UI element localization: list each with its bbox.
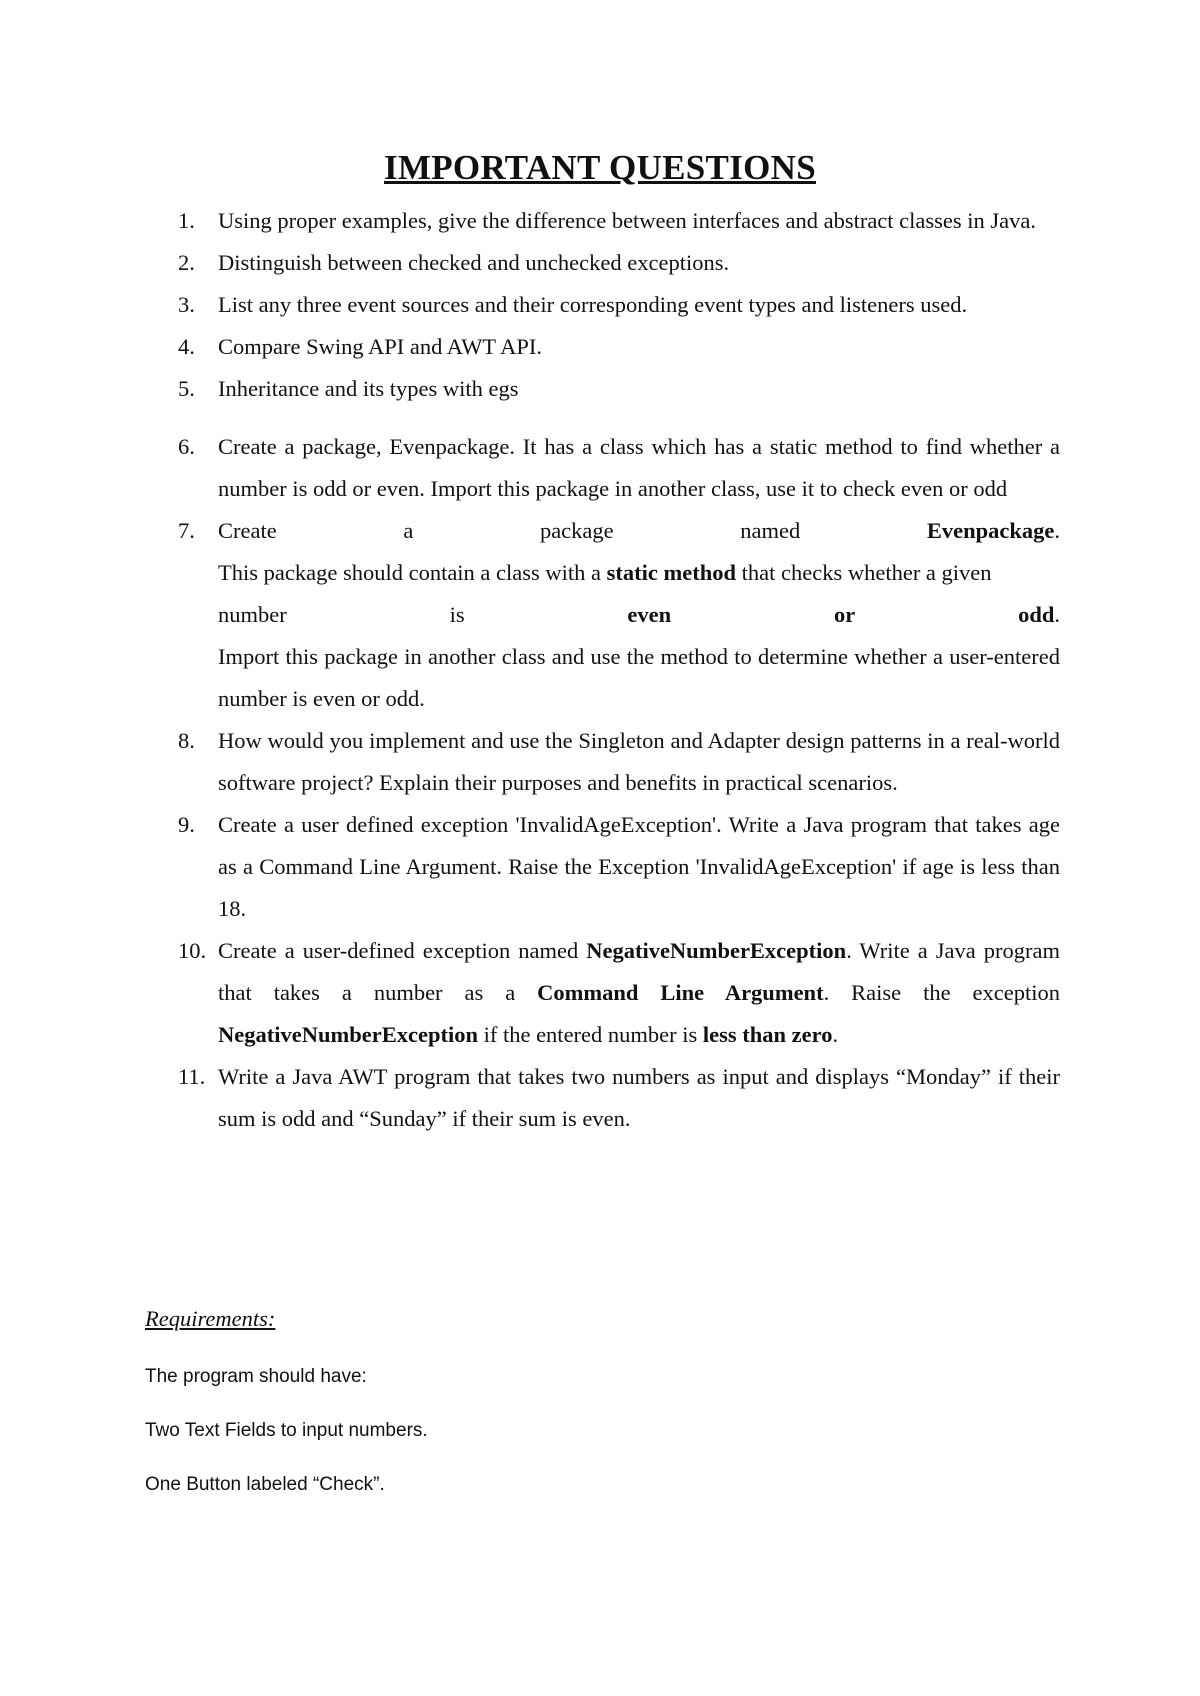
bold-term: or bbox=[833, 602, 856, 627]
bold-term: NegativeNumberException bbox=[586, 938, 847, 963]
bold-term: Evenpackage bbox=[926, 518, 1055, 543]
question-item bbox=[178, 930, 1060, 1056]
question-line: Import this package in another class and use the method to determine whether a user-entered number is even or odd. bbox=[218, 644, 1060, 711]
question-item bbox=[178, 510, 1060, 720]
question-number: 11. bbox=[178, 1064, 206, 1089]
question-text: Compare Swing API and AWT API. bbox=[218, 334, 543, 359]
word: named bbox=[740, 518, 801, 543]
word bbox=[927, 510, 1060, 552]
requirement-line: One Button labeled “Check”. bbox=[145, 1474, 385, 1495]
question-number: 7. bbox=[178, 518, 195, 543]
question-number: 4. bbox=[178, 334, 195, 359]
question-number: 10. bbox=[178, 938, 207, 963]
text-run: Create a user-defined exception named bbox=[218, 938, 587, 963]
word: a bbox=[403, 518, 414, 543]
question-item bbox=[178, 326, 1060, 368]
word: package bbox=[539, 518, 614, 543]
word: is bbox=[449, 602, 465, 627]
text-run: . Write a Java program that takes a number as a bbox=[218, 938, 1060, 1005]
word bbox=[1018, 594, 1060, 636]
question-text bbox=[218, 930, 1060, 1056]
bold-term: less than zero bbox=[702, 1022, 833, 1047]
bold-term: Command Line Argument bbox=[537, 980, 824, 1005]
text-run: This package should contain a class with a bbox=[218, 560, 607, 585]
question-number: 6. bbox=[178, 434, 195, 459]
word: Create bbox=[218, 518, 277, 543]
question-number: 9. bbox=[178, 812, 195, 837]
page-title: IMPORTANT QUESTIONS bbox=[383, 148, 816, 187]
question-number: 2. bbox=[178, 250, 195, 275]
punctuation: . bbox=[1054, 602, 1060, 627]
bold-term: odd bbox=[1018, 602, 1055, 627]
question-item bbox=[178, 200, 1060, 242]
text-run: that checks whether a given bbox=[736, 560, 992, 585]
question-number: 1. bbox=[178, 208, 195, 233]
question-number: 5. bbox=[178, 376, 195, 401]
question-line bbox=[218, 594, 1060, 636]
question-text: Write a Java AWT program that takes two numbers as input and displays “Monday” if their sum is odd and “Sunday” if their sum is even. bbox=[218, 1064, 1060, 1131]
bold-term: static method bbox=[606, 560, 737, 585]
question-text: List any three event sources and their corresponding event types and listeners used. bbox=[218, 292, 968, 317]
requirements-heading: Requirements: bbox=[145, 1306, 276, 1331]
question-list bbox=[178, 200, 1060, 1140]
question-text: Create a package, Evenpackage. It has a class which has a static method to find whether a number is odd or even. Import this package in another class, use it to check even or odd bbox=[218, 434, 1060, 501]
bold-term: NegativeNumberException bbox=[218, 1022, 478, 1047]
question-text: Inheritance and its types with egs bbox=[218, 376, 519, 401]
question-text: Create a user defined exception 'InvalidAgeException'. Write a Java program that takes age as a Command Line Argument. Raise the Exception 'InvalidAgeException' if age is less than 18. bbox=[218, 812, 1060, 921]
question-item bbox=[178, 804, 1060, 930]
question-item bbox=[178, 426, 1060, 510]
question-item bbox=[178, 368, 1060, 410]
question-line bbox=[218, 552, 1060, 594]
punctuation: . bbox=[1054, 518, 1060, 543]
question-item bbox=[178, 720, 1060, 804]
text-run: . Raise the exception bbox=[823, 980, 1060, 1005]
bold-term: even bbox=[627, 602, 672, 627]
question-text: Distinguish between checked and unchecked exceptions. bbox=[218, 250, 730, 275]
question-text: How would you implement and use the Singleton and Adapter design patterns in a real-world software project? Explain their purposes and benefits in practical scenarios. bbox=[218, 728, 1060, 795]
question-number: 8. bbox=[178, 728, 195, 753]
text-run: if the entered number is bbox=[477, 1022, 703, 1047]
question-text: Using proper examples, give the difference between interfaces and abstract classes in Java. bbox=[218, 208, 1036, 233]
question-text bbox=[218, 510, 1060, 720]
requirement-line: Two Text Fields to input numbers. bbox=[145, 1420, 428, 1441]
word: number bbox=[218, 602, 287, 627]
question-item bbox=[178, 1056, 1060, 1140]
text-run: . bbox=[832, 1022, 839, 1047]
requirement-line: The program should have: bbox=[145, 1366, 367, 1387]
question-item bbox=[178, 284, 1060, 326]
question-item bbox=[178, 242, 1060, 284]
question-line bbox=[218, 510, 1060, 552]
question-number: 3. bbox=[178, 292, 195, 317]
